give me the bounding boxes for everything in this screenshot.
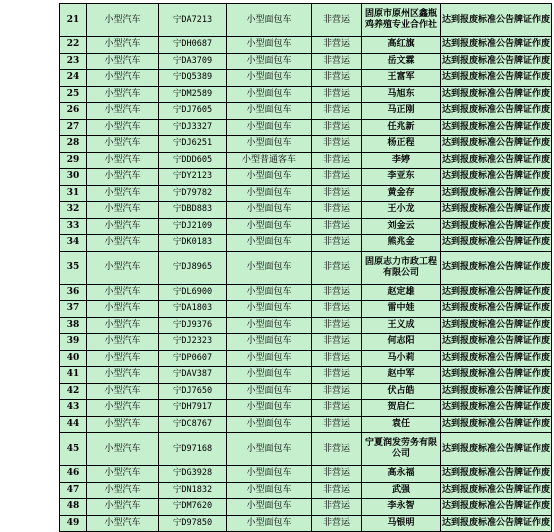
vehicle-model-cell[interactable]: 小型面包车 [227,466,312,483]
usage-type-cell[interactable]: 非营运 [312,251,362,284]
plate-number-cell[interactable]: 宁DH0687 [159,37,227,54]
row-number-cell[interactable]: 29 [60,152,87,169]
vehicle-type-cell[interactable]: 小型汽车 [87,433,159,466]
usage-type-cell[interactable]: 非营运 [312,53,362,70]
plate-number-cell[interactable]: 宁DP0607 [159,350,227,367]
plate-number-cell[interactable]: 宁DA3709 [159,53,227,70]
owner-name-cell[interactable]: 马旭东 [362,86,441,103]
owner-name-cell[interactable]: 任兆新 [362,119,441,136]
usage-type-cell[interactable]: 非营运 [312,350,362,367]
row-number-cell[interactable]: 44 [60,416,87,433]
vehicle-type-cell[interactable]: 小型汽车 [87,4,159,37]
plate-number-cell[interactable]: 宁DJ7605 [159,103,227,120]
table-row [60,169,552,186]
vehicle-type-cell[interactable]: 小型汽车 [87,86,159,103]
row-number-cell[interactable]: 34 [60,235,87,252]
usage-type-cell[interactable]: 非营运 [312,37,362,54]
usage-type-cell[interactable]: 非营运 [312,482,362,499]
table-row [60,136,552,153]
table-row [60,70,552,87]
vehicle-model-cell[interactable]: 小型面包车 [227,119,312,136]
status-cell[interactable]: 达到报废标准公告牌证作废 [441,383,552,400]
row-number-cell[interactable]: 40 [60,350,87,367]
row-number-cell[interactable]: 22 [60,37,87,54]
owner-name-cell[interactable]: 何志阳 [362,334,441,351]
status-cell[interactable]: 达到报废标准公告牌证作废 [441,482,552,499]
status-cell[interactable]: 达到报废标准公告牌证作废 [441,499,552,516]
vehicle-model-cell[interactable]: 小型面包车 [227,515,312,532]
status-cell[interactable]: 达到报废标准公告牌证作废 [441,466,552,483]
vehicle-type-cell[interactable]: 小型汽车 [87,284,159,301]
usage-type-cell[interactable]: 非营运 [312,383,362,400]
row-number-cell[interactable]: 25 [60,86,87,103]
vehicle-type-cell[interactable]: 小型汽车 [87,37,159,54]
plate-number-cell[interactable]: 宁DA1803 [159,301,227,318]
usage-type-cell[interactable]: 非营运 [312,152,362,169]
vehicle-model-cell[interactable]: 小型面包车 [227,251,312,284]
owner-name-cell[interactable]: 固原志力市政工程有限公司 [362,251,441,284]
owner-name-cell[interactable]: 高红旗 [362,37,441,54]
vehicle-type-cell[interactable]: 小型汽车 [87,301,159,318]
owner-name-cell[interactable]: 赵中军 [362,367,441,384]
status-cell[interactable]: 达到报废标准公告牌证作废 [441,400,552,417]
table-row [60,103,552,120]
table-row [60,119,552,136]
status-cell[interactable]: 达到报废标准公告牌证作废 [441,70,552,87]
owner-name-cell[interactable]: 雷中娃 [362,301,441,318]
vehicle-model-cell[interactable]: 小型面包车 [227,4,312,37]
table-row [60,334,552,351]
row-number-cell[interactable]: 49 [60,515,87,532]
owner-name-cell[interactable]: 刘金云 [362,218,441,235]
vehicle-type-cell[interactable]: 小型汽车 [87,152,159,169]
owner-name-cell[interactable]: 固原市原州区鑫瓶鸡养殖专业合作社 [362,4,441,37]
spreadsheet-view [59,3,552,532]
table-row [60,416,552,433]
vehicle-model-cell[interactable]: 小型面包车 [227,334,312,351]
usage-type-cell[interactable]: 非营运 [312,235,362,252]
status-cell[interactable]: 达到报废标准公告牌证作废 [441,119,552,136]
table-row [60,400,552,417]
plate-number-cell[interactable]: 宁D97850 [159,515,227,532]
status-cell[interactable]: 达到报废标准公告牌证作废 [441,185,552,202]
vehicle-model-cell[interactable]: 小型面包车 [227,400,312,417]
usage-type-cell[interactable]: 非营运 [312,103,362,120]
vehicle-model-cell[interactable]: 小型面包车 [227,317,312,334]
vehicle-model-cell[interactable]: 小型面包车 [227,301,312,318]
usage-type-cell[interactable]: 非营运 [312,400,362,417]
status-cell[interactable]: 达到报废标准公告牌证作废 [441,433,552,466]
usage-type-cell[interactable]: 非营运 [312,334,362,351]
row-number-cell[interactable]: 31 [60,185,87,202]
row-number-cell[interactable]: 36 [60,284,87,301]
owner-name-cell[interactable]: 杨正程 [362,136,441,153]
vehicle-model-cell[interactable]: 小型面包车 [227,53,312,70]
table-row [60,37,552,54]
usage-type-cell[interactable]: 非营运 [312,185,362,202]
row-number-cell[interactable]: 27 [60,119,87,136]
row-number-cell[interactable]: 21 [60,4,87,37]
status-cell[interactable]: 达到报废标准公告牌证作废 [441,251,552,284]
vehicle-model-cell[interactable]: 小型面包车 [227,202,312,219]
vehicle-model-cell[interactable]: 小型面包车 [227,185,312,202]
vehicle-type-cell[interactable]: 小型汽车 [87,416,159,433]
status-cell[interactable]: 达到报废标准公告牌证作废 [441,218,552,235]
owner-name-cell[interactable]: 宁夏润发劳务有限公司 [362,433,441,466]
row-number-cell[interactable]: 23 [60,53,87,70]
table-row [60,202,552,219]
vehicle-type-cell[interactable]: 小型汽车 [87,317,159,334]
vehicle-type-cell[interactable]: 小型汽车 [87,70,159,87]
table-row [60,482,552,499]
plate-number-cell[interactable]: 宁DAV387 [159,367,227,384]
owner-name-cell[interactable]: 王小龙 [362,202,441,219]
vehicle-type-cell[interactable]: 小型汽车 [87,334,159,351]
vehicle-type-cell[interactable]: 小型汽车 [87,169,159,186]
plate-number-cell[interactable]: 宁DA7213 [159,4,227,37]
usage-type-cell[interactable]: 非营运 [312,416,362,433]
usage-type-cell[interactable]: 非营运 [312,86,362,103]
vehicle-type-cell[interactable]: 小型汽车 [87,400,159,417]
status-cell[interactable]: 达到报废标准公告牌证作废 [441,169,552,186]
vehicle-type-cell[interactable]: 小型汽车 [87,218,159,235]
row-number-cell[interactable]: 41 [60,367,87,384]
plate-number-cell[interactable]: 宁D97168 [159,433,227,466]
row-number-cell[interactable]: 30 [60,169,87,186]
owner-name-cell[interactable]: 李亚东 [362,169,441,186]
table-row [60,284,552,301]
vehicle-model-cell[interactable]: 小型普通客车 [227,152,312,169]
vehicle-model-cell[interactable]: 小型面包车 [227,218,312,235]
status-cell[interactable]: 达到报废标准公告牌证作废 [441,235,552,252]
table-row [60,515,552,532]
vehicle-type-cell[interactable]: 小型汽车 [87,119,159,136]
vehicle-type-cell[interactable]: 小型汽车 [87,235,159,252]
table-body [60,4,552,532]
plate-number-cell[interactable]: 宁DQ5389 [159,70,227,87]
plate-number-cell[interactable]: 宁DDD605 [159,152,227,169]
vehicle-scrap-table [59,3,552,532]
vehicle-type-cell[interactable]: 小型汽车 [87,383,159,400]
vehicle-model-cell[interactable]: 小型面包车 [227,284,312,301]
table-row [60,86,552,103]
usage-type-cell[interactable]: 非营运 [312,499,362,516]
owner-name-cell[interactable]: 李永智 [362,499,441,516]
table-row [60,383,552,400]
usage-type-cell[interactable]: 非营运 [312,367,362,384]
status-cell[interactable]: 达到报废标准公告牌证作废 [441,136,552,153]
plate-number-cell[interactable]: 宁DM7620 [159,499,227,516]
usage-type-cell[interactable]: 非营运 [312,301,362,318]
table-row [60,218,552,235]
plate-number-cell[interactable]: 宁DJ2109 [159,218,227,235]
vehicle-model-cell[interactable]: 小型面包车 [227,482,312,499]
status-cell[interactable]: 达到报废标准公告牌证作废 [441,152,552,169]
vehicle-type-cell[interactable]: 小型汽车 [87,53,159,70]
vehicle-model-cell[interactable]: 小型面包车 [227,86,312,103]
usage-type-cell[interactable]: 非营运 [312,218,362,235]
vehicle-model-cell[interactable]: 小型面包车 [227,433,312,466]
status-cell[interactable]: 达到报废标准公告牌证作废 [441,53,552,70]
plate-number-cell[interactable]: 宁DM2589 [159,86,227,103]
row-number-cell[interactable]: 35 [60,251,87,284]
table-row [60,152,552,169]
status-cell[interactable]: 达到报废标准公告牌证作废 [441,202,552,219]
status-cell[interactable]: 达到报废标准公告牌证作废 [441,103,552,120]
status-cell[interactable]: 达到报废标准公告牌证作废 [441,350,552,367]
status-cell[interactable]: 达到报废标准公告牌证作废 [441,301,552,318]
vehicle-model-cell[interactable]: 小型面包车 [227,367,312,384]
vehicle-type-cell[interactable]: 小型汽车 [87,202,159,219]
vehicle-type-cell[interactable]: 小型汽车 [87,466,159,483]
vehicle-type-cell[interactable]: 小型汽车 [87,185,159,202]
usage-type-cell[interactable]: 非营运 [312,4,362,37]
plate-number-cell[interactable]: 宁DK0183 [159,235,227,252]
row-number-cell[interactable]: 37 [60,301,87,318]
status-cell[interactable]: 达到报废标准公告牌证作废 [441,86,552,103]
owner-name-cell[interactable]: 李婷 [362,152,441,169]
plate-number-cell[interactable]: 宁DN1832 [159,482,227,499]
vehicle-model-cell[interactable]: 小型面包车 [227,383,312,400]
usage-type-cell[interactable]: 非营运 [312,119,362,136]
vehicle-model-cell[interactable]: 小型面包车 [227,136,312,153]
owner-name-cell[interactable]: 黄金存 [362,185,441,202]
vehicle-model-cell[interactable]: 小型面包车 [227,169,312,186]
plate-number-cell[interactable]: 宁DJ7650 [159,383,227,400]
table-row [60,4,552,37]
table-row [60,433,552,466]
table-row [60,367,552,384]
owner-name-cell[interactable]: 伏占皓 [362,383,441,400]
usage-type-cell[interactable]: 非营运 [312,136,362,153]
table-row [60,466,552,483]
usage-type-cell[interactable]: 非营运 [312,70,362,87]
status-cell[interactable]: 达到报废标准公告牌证作废 [441,317,552,334]
owner-name-cell[interactable]: 贺启仁 [362,400,441,417]
owner-name-cell[interactable]: 岳文霖 [362,53,441,70]
owner-name-cell[interactable]: 武强 [362,482,441,499]
vehicle-type-cell[interactable]: 小型汽车 [87,482,159,499]
row-number-cell[interactable]: 28 [60,136,87,153]
vehicle-model-cell[interactable]: 小型面包车 [227,70,312,87]
status-cell[interactable]: 达到报废标准公告牌证作废 [441,367,552,384]
owner-name-cell[interactable]: 熊兆金 [362,235,441,252]
vehicle-model-cell[interactable]: 小型面包车 [227,416,312,433]
usage-type-cell[interactable]: 非营运 [312,433,362,466]
row-number-cell[interactable]: 43 [60,400,87,417]
usage-type-cell[interactable]: 非营运 [312,169,362,186]
plate-number-cell[interactable]: 宁DH7917 [159,400,227,417]
row-number-cell[interactable]: 39 [60,334,87,351]
row-number-cell[interactable]: 47 [60,482,87,499]
status-cell[interactable]: 达到报废标准公告牌证作废 [441,334,552,351]
plate-number-cell[interactable]: 宁DL6900 [159,284,227,301]
vehicle-model-cell[interactable]: 小型面包车 [227,235,312,252]
vehicle-type-cell[interactable]: 小型汽车 [87,499,159,516]
plate-number-cell[interactable]: 宁DY2123 [159,169,227,186]
plate-number-cell[interactable]: 宁DJ6251 [159,136,227,153]
owner-name-cell[interactable]: 马正刚 [362,103,441,120]
row-number-cell[interactable]: 42 [60,383,87,400]
plate-number-cell[interactable]: 宁DC8767 [159,416,227,433]
plate-number-cell[interactable]: 宁DJ2323 [159,334,227,351]
vehicle-type-cell[interactable]: 小型汽车 [87,515,159,532]
table-row [60,185,552,202]
table-row [60,350,552,367]
owner-name-cell[interactable]: 马小莉 [362,350,441,367]
owner-name-cell[interactable]: 王富军 [362,70,441,87]
plate-number-cell[interactable]: 宁D79782 [159,185,227,202]
table-row [60,235,552,252]
status-cell[interactable]: 达到报废标准公告牌证作废 [441,515,552,532]
table-row [60,301,552,318]
usage-type-cell[interactable]: 非营运 [312,202,362,219]
vehicle-type-cell[interactable]: 小型汽车 [87,136,159,153]
status-cell[interactable]: 达到报废标准公告牌证作废 [441,4,552,37]
owner-name-cell[interactable]: 高永福 [362,466,441,483]
usage-type-cell[interactable]: 非营运 [312,466,362,483]
row-number-cell[interactable]: 46 [60,466,87,483]
table-row [60,53,552,70]
table-row [60,317,552,334]
owner-name-cell[interactable]: 马银明 [362,515,441,532]
row-number-cell[interactable]: 48 [60,499,87,516]
usage-type-cell[interactable]: 非营运 [312,284,362,301]
row-number-cell[interactable]: 38 [60,317,87,334]
table-row [60,251,552,284]
plate-number-cell[interactable]: 宁DBD883 [159,202,227,219]
vehicle-model-cell[interactable]: 小型面包车 [227,350,312,367]
vehicle-model-cell[interactable]: 小型面包车 [227,103,312,120]
vehicle-type-cell[interactable]: 小型汽车 [87,251,159,284]
owner-name-cell[interactable]: 王义成 [362,317,441,334]
owner-name-cell[interactable]: 赵定雄 [362,284,441,301]
vehicle-type-cell[interactable]: 小型汽车 [87,367,159,384]
vehicle-model-cell[interactable]: 小型面包车 [227,37,312,54]
owner-name-cell[interactable]: 袁任 [362,416,441,433]
row-number-cell[interactable]: 24 [60,70,87,87]
vehicle-model-cell[interactable]: 小型面包车 [227,499,312,516]
row-number-cell[interactable]: 26 [60,103,87,120]
status-cell[interactable]: 达到报废标准公告牌证作废 [441,284,552,301]
usage-type-cell[interactable]: 非营运 [312,317,362,334]
row-number-cell[interactable]: 32 [60,202,87,219]
usage-type-cell[interactable]: 非营运 [312,515,362,532]
status-cell[interactable]: 达到报废标准公告牌证作废 [441,37,552,54]
plate-number-cell[interactable]: 宁DG3928 [159,466,227,483]
plate-number-cell[interactable]: 宁DJ3327 [159,119,227,136]
vehicle-type-cell[interactable]: 小型汽车 [87,103,159,120]
vehicle-type-cell[interactable]: 小型汽车 [87,350,159,367]
row-number-cell[interactable]: 45 [60,433,87,466]
row-number-cell[interactable]: 33 [60,218,87,235]
plate-number-cell[interactable]: 宁DJ8965 [159,251,227,284]
plate-number-cell[interactable]: 宁DJ9376 [159,317,227,334]
status-cell[interactable]: 达到报废标准公告牌证作废 [441,416,552,433]
